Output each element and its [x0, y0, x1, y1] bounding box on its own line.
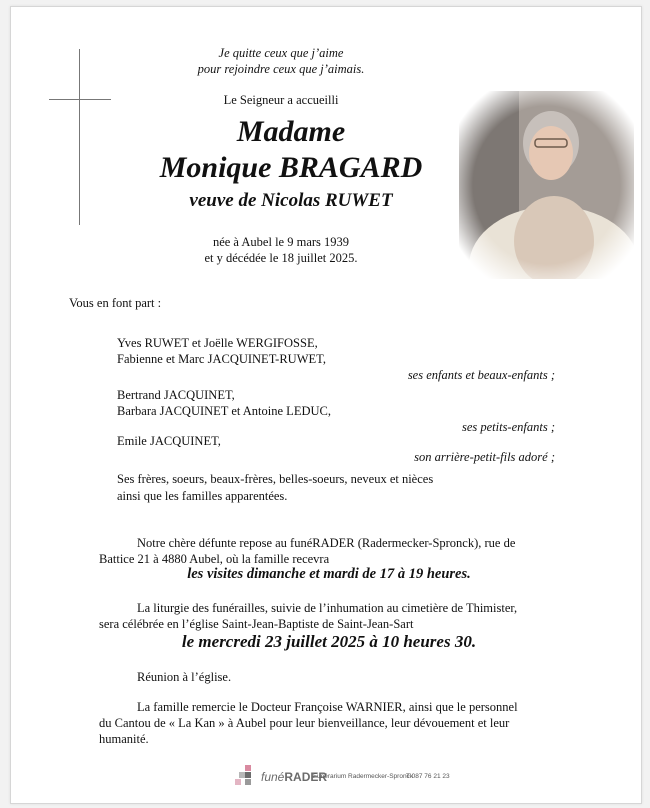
widow-of: veuve de Nicolas RUWET — [189, 190, 393, 211]
poem-line-1: Je quitte ceux que j’aime — [218, 46, 344, 60]
visits-info: les visites dimanche et mardi de 17 à 19 heures. — [187, 566, 471, 582]
portrait-photo — [459, 91, 634, 279]
grandchildren-role: ses petits-enfants ; — [461, 420, 555, 434]
obituary-sheet — [10, 6, 642, 804]
title-madame: Madame — [236, 115, 346, 148]
rest-line-1: Notre chère défunte repose au funéRADER (Radermecker-Spronck), rue de — [137, 536, 516, 550]
children-role: ses enfants et beaux-enfants ; — [407, 368, 555, 382]
funeral-line-2: sera célébrée en l’église Saint-Jean-Baptiste de Saint-Jean-Sart — [99, 617, 414, 631]
funeral-date: le mercredi 23 juillet 2025 à 10 heures 30. — [181, 632, 477, 651]
others-line-1: Ses frères, soeurs, beaux-frères, belles-soeurs, neveux et nièces — [117, 472, 434, 486]
footer-brand-b: RADER — [284, 770, 328, 784]
thanks-line-1: La famille remercie le Docteur Françoise WARNIER, ainsi que le personnel — [137, 700, 518, 714]
funeral-line-1: La liturgie des funérailles, suivie de l’inhumation au cimetière de Thimister, — [137, 601, 518, 615]
rest-line-2: Battice 21 à 4880 Aubel, où la famille recevra — [99, 552, 330, 566]
thanks-line-2: du Cantou de « La Kan » à Aubel pour leur bienveillance, leur dévouement et leur — [99, 716, 510, 730]
cross-icon-bar — [49, 99, 111, 100]
great-grandchild-line: Emile JACQUINET, — [117, 434, 221, 448]
grandchildren-line-1: Bertrand JACQUINET, — [117, 388, 235, 402]
grandchildren-line-2: Barbara JACQUINET et Antoine LEDUC, — [117, 404, 331, 418]
children-line-1: Yves RUWET et Joëlle WERGIFOSSE, — [117, 336, 318, 350]
great-grandchild-role: son arrière-petit-fils adoré ; — [414, 450, 555, 464]
death-info: et y décédée le 18 juillet 2025. — [204, 251, 358, 265]
funerader-logo-icon — [235, 765, 259, 787]
footer-phone: T 087 76 21 23 — [406, 773, 450, 780]
birth-info: née à Aubel le 9 mars 1939 — [212, 235, 350, 249]
cross-icon — [79, 49, 80, 225]
poem — [181, 45, 381, 77]
poem-line-2: pour rejoindre ceux que j’aimais. — [197, 62, 365, 76]
others-line-2: ainsi que les familles apparentées. — [117, 489, 288, 503]
intro-text: Le Seigneur a accueilli — [223, 93, 339, 107]
deceased-name: Monique BRAGARD — [159, 151, 423, 184]
thanks-line-3: humanité. — [99, 732, 149, 746]
footer-brand-a: funé — [261, 770, 285, 784]
children-line-2: Fabienne et Marc JACQUINET-RUWET, — [117, 352, 326, 366]
announce-text: Vous en font part : — [69, 296, 162, 310]
footer-tagline: Funérarium Radermecker-Spronck — [313, 773, 414, 780]
meeting-info: Réunion à l’église. — [137, 670, 232, 684]
